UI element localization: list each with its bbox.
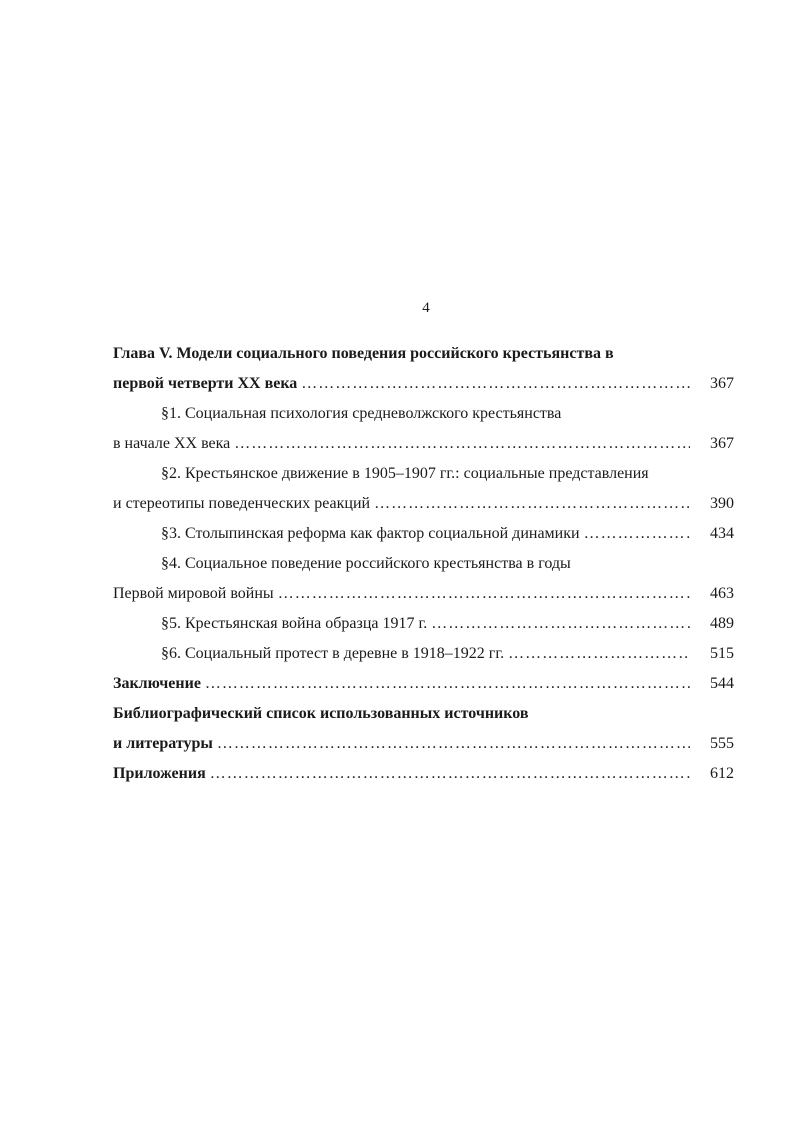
toc-page-number: 434 (710, 525, 734, 542)
toc-entry-chapter5 (113, 371, 734, 401)
table-of-contents (113, 341, 734, 791)
toc-entry-text: первой четверти ХХ века (113, 375, 298, 392)
toc-entry-text: и стереотипы поведенческих реакций (113, 495, 371, 512)
toc-entry-section1 (113, 431, 734, 461)
toc-entry-text: и литературы (113, 735, 213, 752)
toc-page-number: 489 (710, 615, 734, 632)
toc-entry-bibliography-title (113, 701, 734, 731)
toc-entry-chapter5-title (113, 341, 734, 371)
toc-entry-text: Глава V. Модели социального поведения российского крестьянства в (113, 345, 614, 362)
toc-entry-text: Первой мировой войны (113, 585, 274, 602)
toc-entry-text: §5. Крестьянская война образца 1917 г. (161, 615, 428, 632)
toc-entry-section6 (113, 641, 734, 671)
toc-page-number: 515 (710, 645, 734, 662)
dot-leader (584, 521, 690, 547)
toc-entry-section4-title (113, 551, 734, 581)
page-number: 4 (422, 300, 430, 316)
dot-leader (210, 761, 690, 787)
dot-leader (234, 431, 690, 457)
toc-page-number: 390 (710, 495, 734, 512)
toc-entry-bibliography (113, 731, 734, 761)
toc-page-number: 555 (710, 735, 734, 752)
toc-entry-text: Заключение (113, 675, 201, 692)
toc-entry-section4 (113, 581, 734, 611)
dot-leader (301, 371, 690, 397)
toc-entry-appendix (113, 761, 734, 791)
dot-leader (508, 641, 690, 667)
toc-page-number: 463 (710, 585, 734, 602)
toc-entry-section2 (113, 491, 734, 521)
toc-entry-conclusion (113, 671, 734, 701)
toc-entry-text: Приложения (113, 765, 206, 782)
dot-leader (278, 581, 690, 607)
toc-entry-text: §3. Столыпинская реформа как фактор социальной динамики (161, 525, 580, 542)
toc-entry-text: §2. Крестьянское движение в 1905–1907 гг.: социальные представления (161, 465, 649, 482)
toc-entry-text: §1. Социальная психология средневолжского крестьянства (161, 405, 562, 422)
toc-page-number: 612 (710, 765, 734, 782)
dot-leader (205, 671, 690, 697)
toc-entry-text: §6. Социальный протест в деревне в 1918–1922 гг. (161, 645, 505, 662)
toc-entry-section1-title (113, 401, 734, 431)
toc-entry-section5 (113, 611, 734, 641)
toc-entry-text: Библиографический список использованных источников (113, 705, 529, 722)
toc-entry-text: §4. Социальное поведение российского крестьянства в годы (161, 555, 571, 572)
dot-leader (431, 611, 690, 637)
toc-entry-text: в начале ХХ века (113, 435, 231, 452)
toc-entry-section2-title (113, 461, 734, 491)
toc-page-number: 367 (710, 375, 734, 392)
dot-leader (374, 491, 690, 517)
dot-leader (217, 731, 690, 757)
toc-page-number: 367 (710, 435, 734, 452)
toc-page-number: 544 (710, 675, 734, 692)
toc-entry-section3 (113, 521, 734, 551)
